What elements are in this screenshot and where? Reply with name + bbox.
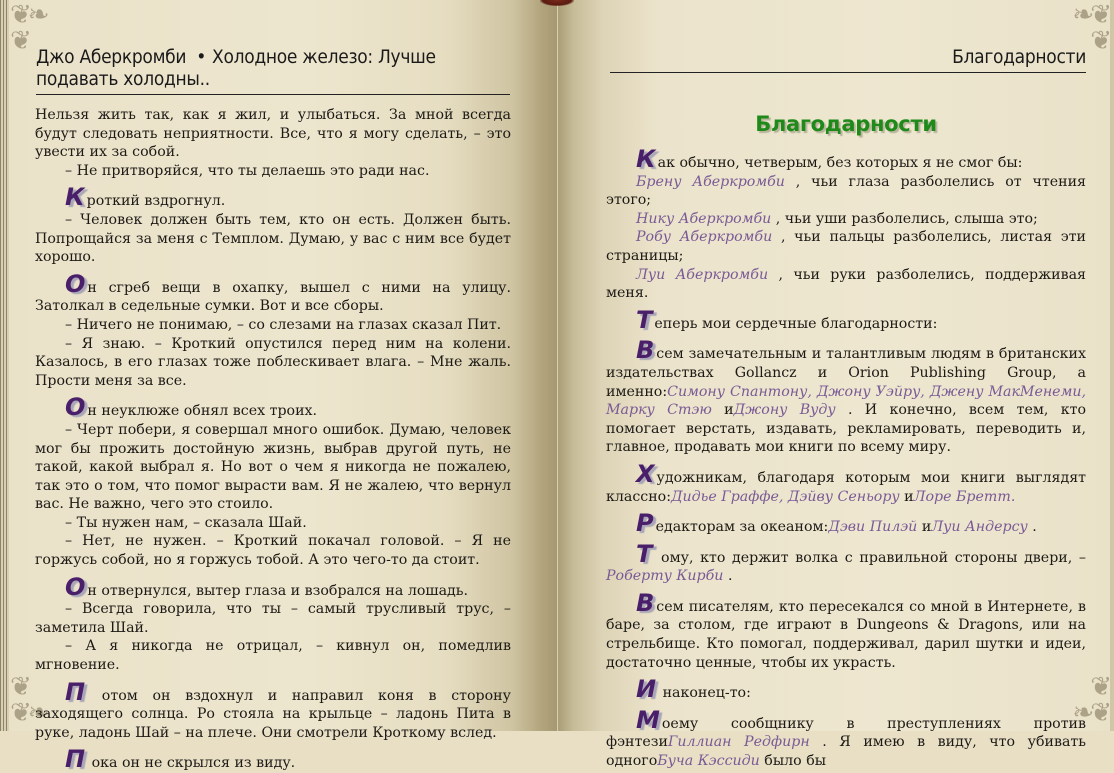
book-spine <box>557 0 558 731</box>
paragraph <box>606 539 1086 586</box>
paragraph <box>606 266 1086 303</box>
chapter-title: Благодарности <box>755 112 937 136</box>
person-name: Джону Вуду <box>733 402 848 419</box>
paragraph-text: . И конечно, всем тем, кто помогает верстать, издавать, рекламировать, переводить и, главное, продавать мои книги по всему миру. <box>606 402 1086 456</box>
right-page[interactable] <box>557 0 1114 770</box>
paragraph-text: сем писателям, кто пересекался со мной в Интернете, в баре, за столом, где играют в Dungeons & Dragons, или на стрельбище. Кто помогал, поддерживал, дарил шутки и идеи, достаточно ценные, чтобы их украсть. <box>606 598 1086 671</box>
person-name: Лоре Бретт. <box>913 488 1016 505</box>
paragraph-text: н сгреб вещи в охапку, вышел с ними на улицу. Затолкал в седельные сумки. Вот и все сборы. <box>35 279 511 315</box>
paragraph-text: и <box>904 488 914 505</box>
paragraph <box>606 675 1086 704</box>
paragraph-text: сем замечательным и талантливым людям в британских издательствах Gollancz и Orion Publishing Group, а именно: <box>606 346 1086 400</box>
person-name: Гиллиан Редфирн <box>667 734 823 751</box>
paragraph <box>35 106 511 162</box>
paragraph-text: – А я никогда не отрицал, – кивнул он, помедлив мгновение. <box>35 638 511 674</box>
paragraph-text: . Я имею в виду, что убивать одного <box>606 734 1086 770</box>
paragraph <box>35 393 511 422</box>
running-head-left <box>36 46 510 95</box>
right-page-text <box>606 145 1086 771</box>
paragraph-text: – Всегда говорила, что ты – самый трусливый трус, – заметила Шай. <box>35 601 511 636</box>
paragraph-text: оему сообщнику в преступлениях против фэнтези <box>606 715 1086 751</box>
bookmark-ribbon <box>540 0 574 6</box>
paragraph-text: , чьи уши разболелись, слыша это; <box>775 210 1038 227</box>
drop-cap: В <box>636 588 655 617</box>
paragraph <box>35 677 511 743</box>
paragraph-text: ому, кто держит волка с правильной стороны двери, – <box>654 549 1086 566</box>
drop-cap: В <box>636 336 655 365</box>
paragraph-text: еперь мои сердечные благодарности: <box>654 315 938 332</box>
person-name: Буча Кэссиди <box>657 753 765 770</box>
left-page-text <box>35 106 511 773</box>
paragraph-text: , чьи пальцы разболелись, листая эти страницы; <box>606 229 1086 264</box>
person-name: Роберту Кирби <box>606 568 728 585</box>
person-name: Брену Аберкромби <box>636 173 796 190</box>
paragraph-text: , чьи глаза разболелись от чтения этого; <box>606 173 1086 209</box>
paragraph-text: ока он не скрылся из виду. <box>87 755 296 772</box>
paragraph <box>606 210 1086 229</box>
paragraph-text: наконец-то: <box>658 685 751 702</box>
paragraph <box>35 532 511 569</box>
floral-corner-ornament-icon: ❧❦ ❦ <box>1072 0 1108 56</box>
paragraph-text: – Человек должен быть тем, кто он есть. Должен быть. Попрощайся за меня с Темплом. Думаю, у вас с ним все будет хорошо. <box>35 211 511 266</box>
paragraph <box>35 745 511 773</box>
paragraph <box>606 173 1086 210</box>
book-edge-right <box>1110 0 1114 731</box>
paragraph-text: и <box>711 402 734 419</box>
paragraph-text: роткий вздрогнул. <box>86 193 226 210</box>
paragraph <box>35 211 511 267</box>
person-name: Луи Андерсу <box>931 519 1033 536</box>
paragraph-text: – Ты нужен нам, – сказала Шай. <box>65 514 307 531</box>
paragraph <box>606 588 1086 672</box>
paragraph-text: н отвернулся, вытер глаза и взобрался на лошадь. <box>87 582 469 599</box>
paragraph <box>35 162 511 181</box>
paragraph-text: отом он вздохнул и направил коня в сторону заходящего солнца. Ро стояла на крыльце – ладонь Пита в руке, ладонь Шай – на плече. Они смотрели Кроткому вслед. <box>35 687 511 741</box>
running-head-right <box>610 46 1086 73</box>
drop-cap: П <box>65 745 86 773</box>
paragraph-text: – Черт побери, я совершал много ошибок. Думаю, человек мог бы прожить достойную жизнь, выбрав другой путь, не такой, какой выбрал я. Но вот о чем я никогда не пожалею, так это о том, что помог вырасти вам. Я не жалею, что вернул вас. Не важно, чего это стоило. <box>35 421 511 513</box>
floral-corner-ornament-icon: ❦❧ ❦ <box>10 0 46 56</box>
paragraph <box>35 335 511 391</box>
person-name: Робу Аберкромби <box>636 229 781 246</box>
drop-cap: О <box>65 269 86 298</box>
paragraph <box>35 316 511 335</box>
drop-cap: Т <box>636 305 653 334</box>
paragraph-text: Нельзя жить так, как я жил, и улыбаться. За мной всегда будут следовать неприятности. Все, что я могу сделать, – это увести их за собой. <box>35 107 511 161</box>
paragraph-text: – Ничего не понимаю, – со слезами на глазах сказал Пит. <box>65 316 502 333</box>
paragraph-text: и <box>921 519 932 536</box>
paragraph <box>35 269 511 316</box>
book-title: Холодное железо: Лучше подавать холодны.. <box>36 46 436 90</box>
paragraph-text: было бы <box>764 753 827 770</box>
floral-corner-ornament-icon: ❦ ❦❧ <box>10 672 46 728</box>
paragraph-text: , чьи руки разболелись, поддерживая меня. <box>606 266 1086 302</box>
drop-cap: К <box>65 183 85 212</box>
book-edge-left <box>0 0 9 731</box>
section-title: Благодарности <box>952 46 1086 68</box>
paragraph-text: ак обычно, четверым, без которых я не смог бы: <box>657 155 1023 171</box>
drop-cap: Х <box>636 459 655 488</box>
paragraph-text: едакторам за океаном: <box>655 519 829 536</box>
paragraph-text: – Не притворяйся, что ты делаешь это ради нас. <box>65 162 430 179</box>
drop-cap: К <box>636 145 656 173</box>
header-separator: • <box>196 46 207 68</box>
paragraph <box>606 145 1086 173</box>
drop-cap: М <box>636 705 660 734</box>
person-name: Дэви Пилэй <box>828 519 922 536</box>
paragraph-text: – Нет, не нужен. – Кроткий покачал головой. – Я не горжусь собой, но я горжусь тобой. А это чего-то да стоит. <box>35 533 511 569</box>
paragraph <box>606 459 1086 506</box>
drop-cap: П <box>65 677 86 706</box>
drop-cap: О <box>65 393 86 422</box>
book-author: Джо Аберкромби <box>36 46 187 68</box>
paragraph-text: . <box>727 568 733 585</box>
person-name: Дидье Граффе, Дэйву Сеньору <box>671 488 905 505</box>
paragraph-text: . <box>1032 519 1037 536</box>
person-name: Луи Аберкромби <box>636 266 779 283</box>
person-name: Симону Спантону, Джону Уэйру, Джену МакМенеми, Марку Стэю <box>606 383 1086 419</box>
drop-cap: Т <box>636 539 653 568</box>
paragraph-text: удожникам, благодаря которым мои книги выглядят классно: <box>606 469 1086 505</box>
paragraph-text: – Я знаю. – Кроткий опустился перед ним на колени. Казалось, в его глазах тоже поблескивает влага. – Мне жаль. Прости меня за все. <box>35 335 511 389</box>
paragraph <box>606 509 1086 538</box>
floral-corner-ornament-icon: ❦ ❧❦ <box>1072 672 1108 728</box>
paragraph <box>35 637 511 674</box>
paragraph <box>35 514 511 533</box>
paragraph <box>35 600 511 637</box>
paragraph <box>606 305 1086 334</box>
drop-cap: И <box>636 675 657 704</box>
drop-cap: Р <box>636 509 654 538</box>
paragraph <box>35 183 511 212</box>
paragraph <box>606 336 1086 457</box>
paragraph-text: н неуклюже обнял всех троих. <box>87 403 318 420</box>
paragraph <box>35 572 511 601</box>
paragraph <box>606 705 1086 771</box>
paragraph <box>35 421 511 514</box>
drop-cap: О <box>65 572 86 601</box>
person-name: Нику Аберкромби <box>636 210 776 227</box>
paragraph <box>606 228 1086 265</box>
